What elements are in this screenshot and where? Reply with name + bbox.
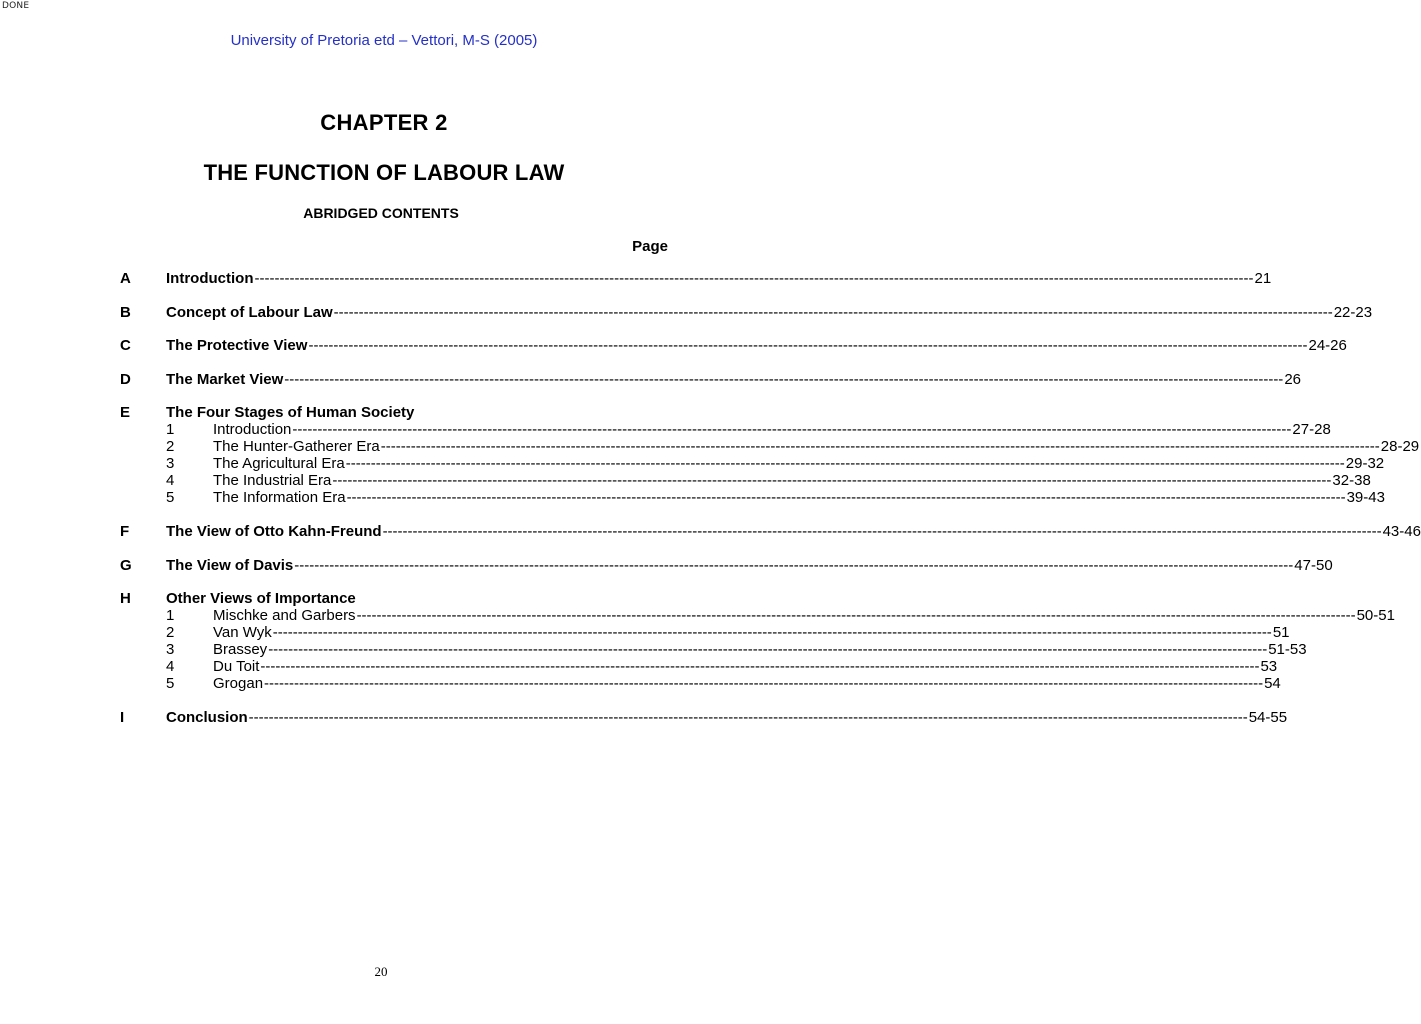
section-line: [166, 522, 1421, 541]
section-letter: E: [120, 404, 131, 422]
page-number: 51: [1272, 624, 1290, 642]
page-number: 29-32: [1345, 455, 1385, 473]
page-number: 22-23: [1333, 303, 1373, 321]
toc-section: [120, 405, 670, 422]
section-line: [166, 591, 670, 608]
toc-subsection: [120, 438, 1420, 456]
section-letter: D: [120, 370, 131, 388]
dot-leader: --------------------------------------------------------------------------------------------------------------------------------------------------------------------------------------------------------: [382, 522, 1382, 540]
page-number: 47-50: [1294, 556, 1333, 574]
section-title: The View of Davis: [166, 556, 294, 574]
section-letter: F: [120, 522, 130, 540]
table-of-contents: [120, 270, 1421, 727]
toc-subsection: [120, 421, 1331, 439]
page-number: 32-38: [1332, 472, 1371, 490]
dot-leader: --------------------------------------------------------------------------------------------------------------------------------------------------------------------------------------------------------: [268, 641, 1268, 659]
subsection-number: 3: [166, 641, 175, 659]
toc-subsection: [120, 624, 1290, 642]
section-line: [166, 405, 670, 422]
dot-leader: --------------------------------------------------------------------------------------------------------------------------------------------------------------------------------------------------------: [284, 370, 1284, 388]
subsection-title: The Agricultural Era: [213, 455, 345, 473]
subsection-title: Mischke and Garbers: [213, 607, 356, 625]
subsection-line: [166, 455, 1385, 473]
running-header: University of Pretoria etd – Vettori, M-S (2005): [230, 32, 538, 49]
page-number: 54: [1264, 675, 1281, 693]
toc-subsection: [120, 455, 1385, 473]
subsection-title: Introduction: [213, 421, 292, 439]
page-number: 27-28: [1292, 421, 1331, 439]
toc-section: [120, 337, 1347, 355]
subsection-line: [166, 472, 1371, 490]
subsection-number: 1: [166, 607, 175, 625]
section-title: Concept of Labour Law: [166, 303, 333, 321]
page-number: 39-43: [1346, 489, 1385, 507]
subsection-number: 2: [166, 624, 175, 642]
toc-section: [120, 556, 1333, 575]
toc-subsection: [120, 658, 1278, 676]
section-title: The Protective View: [166, 337, 308, 355]
page-number: 43-46: [1382, 522, 1421, 540]
subsection-number: 4: [166, 472, 175, 490]
dot-leader: --------------------------------------------------------------------------------------------------------------------------------------------------------------------------------------------------------: [264, 675, 1264, 693]
chapter-number: CHAPTER 2: [320, 110, 448, 135]
subsection-number: 4: [166, 658, 175, 676]
toc-section: [120, 270, 1272, 288]
section-title: The Four Stages of Human Society: [166, 404, 415, 422]
subsection-number: 5: [166, 675, 175, 693]
footer-page-number: 20: [374, 964, 388, 979]
subsection-number: 5: [166, 489, 175, 507]
subsection-line: [166, 641, 1307, 659]
subsection-line: [166, 607, 1395, 625]
section-line: [166, 303, 1373, 322]
dot-leader: --------------------------------------------------------------------------------------------------------------------------------------------------------------------------------------------------------: [356, 607, 1356, 625]
dot-leader: --------------------------------------------------------------------------------------------------------------------------------------------------------------------------------------------------------: [248, 708, 1248, 726]
subsection-title: The Hunter-Gatherer Era: [213, 438, 380, 456]
subsection-title: Brassey: [213, 641, 268, 659]
page-number: 26: [1284, 370, 1301, 388]
dot-leader: --------------------------------------------------------------------------------------------------------------------------------------------------------------------------------------------------------: [345, 455, 1345, 473]
toc-subsection: [120, 607, 1395, 625]
section-title: Other Views of Importance: [166, 590, 356, 608]
section-line: [166, 556, 1333, 575]
toc-section: [120, 522, 1421, 541]
section-line: [166, 270, 1272, 288]
page-number: 54-55: [1248, 708, 1288, 726]
dot-leader: --------------------------------------------------------------------------------------------------------------------------------------------------------------------------------------------------------: [260, 658, 1260, 676]
page-number: 51-53: [1268, 641, 1307, 659]
subsection-number: 1: [166, 421, 175, 439]
subsection-line: [166, 658, 1278, 676]
subsection-title: Grogan: [213, 675, 264, 693]
section-title: The Market View: [166, 370, 284, 388]
section-title: Introduction: [166, 270, 254, 287]
subsection-number: 3: [166, 455, 175, 473]
dot-leader: --------------------------------------------------------------------------------------------------------------------------------------------------------------------------------------------------------: [272, 624, 1272, 642]
subsection-line: [166, 421, 1331, 439]
section-title: Conclusion: [166, 708, 248, 726]
section-line: [166, 708, 1288, 727]
contents-heading: ABRIDGED CONTENTS: [303, 205, 459, 221]
dot-leader: --------------------------------------------------------------------------------------------------------------------------------------------------------------------------------------------------------: [254, 270, 1254, 287]
subsection-line: [166, 489, 1385, 507]
dot-leader: --------------------------------------------------------------------------------------------------------------------------------------------------------------------------------------------------------: [292, 421, 1292, 439]
subsection-line: [166, 675, 1281, 693]
page-number: 28-29: [1380, 438, 1420, 456]
toc-section: [120, 708, 1288, 727]
subsection-title: Van Wyk: [213, 624, 272, 642]
dot-leader: --------------------------------------------------------------------------------------------------------------------------------------------------------------------------------------------------------: [294, 556, 1294, 574]
toc-subsection: [120, 489, 1385, 507]
toc-section: [120, 591, 670, 608]
toc-section: [120, 303, 1373, 322]
section-letter: I: [120, 708, 125, 726]
section-letter: C: [120, 337, 131, 355]
dot-leader: --------------------------------------------------------------------------------------------------------------------------------------------------------------------------------------------------------: [308, 337, 1308, 355]
subsection-line: [166, 624, 1290, 642]
chapter-title: THE FUNCTION OF LABOUR LAW: [203, 160, 565, 185]
section-line: [166, 337, 1347, 355]
done-stamp: DONE: [2, 1, 30, 11]
subsection-title: The Industrial Era: [213, 472, 332, 490]
subsection-line: [166, 438, 1420, 456]
dot-leader: --------------------------------------------------------------------------------------------------------------------------------------------------------------------------------------------------------: [332, 472, 1332, 490]
section-letter: A: [120, 270, 131, 287]
subsection-number: 2: [166, 438, 175, 456]
toc-section: [120, 370, 1301, 389]
page-number: 53: [1260, 658, 1278, 676]
section-line: [166, 370, 1301, 389]
dot-leader: --------------------------------------------------------------------------------------------------------------------------------------------------------------------------------------------------------: [333, 303, 1333, 321]
dot-leader: --------------------------------------------------------------------------------------------------------------------------------------------------------------------------------------------------------: [380, 438, 1380, 456]
section-letter: H: [120, 590, 131, 608]
dot-leader: --------------------------------------------------------------------------------------------------------------------------------------------------------------------------------------------------------: [346, 489, 1346, 507]
page-number: 24-26: [1308, 337, 1347, 355]
section-letter: B: [120, 303, 131, 321]
subsection-title: The Information Era: [213, 489, 346, 507]
section-title: The View of Otto Kahn-Freund: [166, 522, 382, 540]
section-letter: G: [120, 556, 132, 574]
subsection-title: Du Toit: [213, 658, 260, 676]
toc-subsection: [120, 641, 1307, 659]
page-number: 21: [1254, 270, 1272, 287]
toc-subsection: [120, 472, 1371, 490]
page-column-heading: Page: [632, 238, 668, 255]
page-number: 50-51: [1356, 607, 1395, 625]
toc-subsection: [120, 675, 1281, 693]
